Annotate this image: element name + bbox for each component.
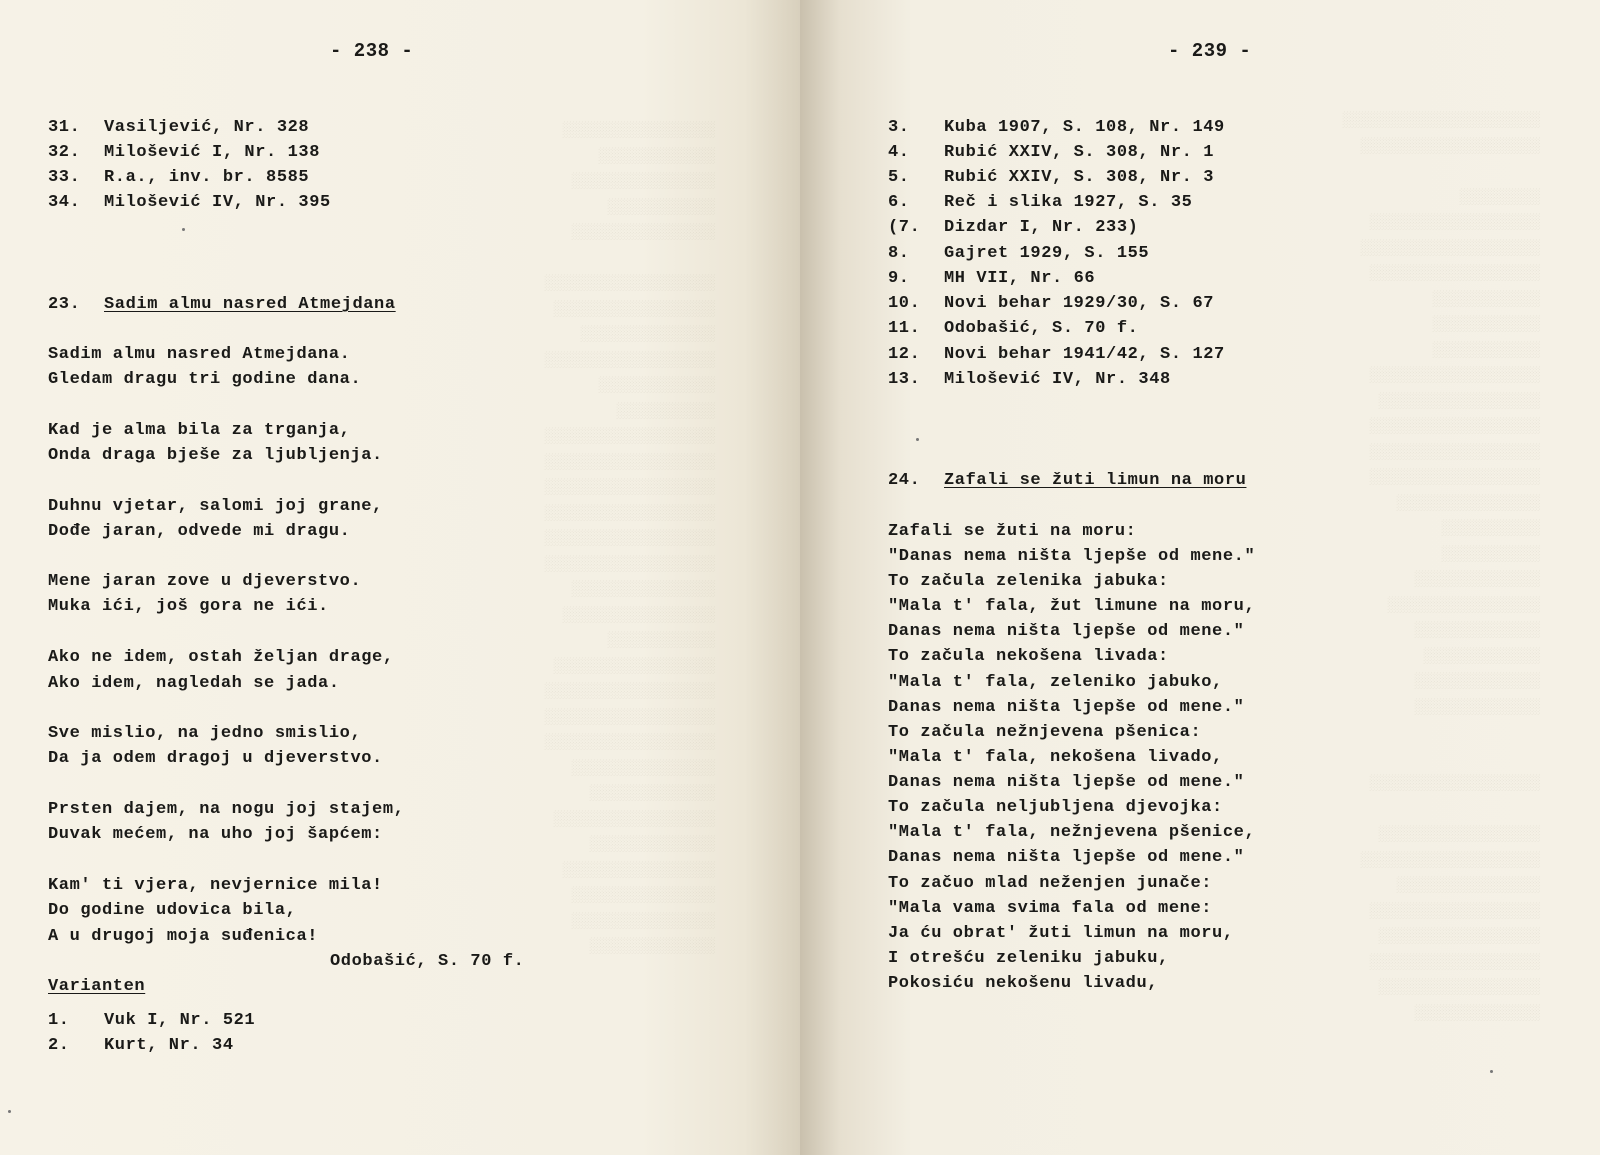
verse-line: Danas nema ništa ljepše od mene." [888,698,1245,717]
reference-text: MH VII, Nr. 66 [944,269,1096,288]
reference-text: Gajret 1929, S. 155 [944,244,1150,263]
reference-line [888,118,1225,137]
verse-line: Kam' ti vjera, nevjernice mila! [48,876,383,895]
speck-mark [8,1110,11,1113]
song-heading [888,471,1246,490]
reference-line [888,370,1171,389]
verse-line: "Mala t' fala, nežnjevena pšenice, [888,823,1256,842]
reference-number: 10. [888,294,921,313]
page-number: - 239 - [1168,40,1252,62]
verse-line: Danas nema ništa ljepše od mene." [888,622,1245,641]
verse-line: To začula neljubljena djevojka: [888,798,1223,817]
reference-text: Vasiljević, Nr. 328 [104,118,310,137]
reference-number: 6. [888,193,910,212]
reference-number: 33. [48,168,81,187]
verse-line: "Mala t' fala, zeleniko jabuko, [888,673,1223,692]
verse-line: Kad je alma bila za trganja, [48,421,351,440]
song-heading [48,295,396,314]
reference-text: R.a., inv. br. 8585 [104,168,310,187]
reference-text: Odobašić, S. 70 f. [944,319,1139,338]
reference-text: Milošević IV, Nr. 395 [104,193,331,212]
reference-line [888,168,1214,187]
reference-number: 31. [48,118,81,137]
reference-text: Rubić XXIV, S. 308, Nr. 3 [944,168,1215,187]
reference-number: 12. [888,345,921,364]
reference-text: Novi behar 1929/30, S. 67 [944,294,1215,313]
reference-text: Rubić XXIV, S. 308, Nr. 1 [944,143,1215,162]
variant-number: 1. [48,1011,70,1030]
song-title: Zafali se žuti limun na moru [944,471,1247,490]
speck-mark [182,228,185,231]
reference-line [888,294,1214,313]
bleed-through-right: ░░░░░░░░░░░░░░░░░░░░░░ ░░░░░░░░░░░░░░░░░░░░ ░░░░░░░░░ ░░░░░░░░░░░░░░░░░░░ ░░░░░░░░░░░░░░░░░░░░ ░░░░░░░░░░░░░░░░░░░ ░░░░░░░░░░░░ ░░░░░░░░░░░░ ░░░░░░░░░░░░ ░░░░░░░░░░░░░░░░░░░ ░░░░░░░░░░░░░░░░░░ ░░░░░░░░░░░░░░░░░░░ ░░░░░░░░░░░░░░░░░░░ ░░░░░░░░░░░░░░░░░░░ ░░░░░░░░░░░░░░░░ ░░░░░░░░░░░ ░░░░░░░░░░░ ░░░░░░░░░░░░░░ ░░░░░░░░░░░░░░░░░ ░░░░░░░░░░░░░░ ░░░░░░░░░░░░░ ░░░░░░░░░░░░░░ ░░░░░░░░░░░░░░ ░░░░░░░░░░░░░░░░░░░ ░░░░░░░░░░░░░░░░░░ ░░░░░░░░░░░░░░░░░░░░ ░░░░░░░░░░░░░░░░ ░░░░░░░░░░░░░░░░░░░ ░░░░░░░░░░░░░░░░░░ ░░░░░░░░░░░░░░░░░░░ ░░░░░░░░░░░░░░░░░░ ░░░░░░░░░░░░░░ [1341,112,1540,1022]
reference-text: Reč i slika 1927, S. 35 [944,193,1193,212]
reference-text: Milošević I, Nr. 138 [104,143,321,162]
reference-number: (7. [888,218,921,237]
verse-line: Pokosiću nekošenu livadu, [888,974,1159,993]
reference-number: 9. [888,269,910,288]
verse-line: Sadim almu nasred Atmejdana. [48,345,351,364]
verse-line: Da ja odem dragoj u djeverstvo. [48,749,383,768]
variant-number: 2. [48,1036,70,1055]
verse-line: Duhnu vjetar, salomi joj grane, [48,497,383,516]
verse-line: Ako idem, nagledah se jada. [48,674,340,693]
variant-text: Kurt, Nr. 34 [104,1036,234,1055]
reference-line [888,193,1192,212]
variants-heading: Varianten [48,977,146,996]
reference-line [48,193,331,212]
reference-line [48,168,309,187]
reference-number: 3. [888,118,910,137]
verse-line: Dođe jaran, odvede mi dragu. [48,522,351,541]
variant-line [48,1011,255,1030]
reference-line [888,319,1138,338]
verse-line: Danas nema ništa ljepše od mene." [888,773,1245,792]
verse-line: Sve mislio, na jedno smislio, [48,724,362,743]
page-number: - 238 - [330,40,414,62]
verse-line: I otrešću zeleniku jabuku, [888,949,1169,968]
reference-text: Milošević IV, Nr. 348 [944,370,1171,389]
song-title: Sadim almu nasred Atmejdana [104,295,396,314]
verse-line: Onda draga bješe za ljubljenja. [48,446,383,465]
verse-line: "Mala t' fala, nekošena livado, [888,748,1223,767]
reference-line [48,143,320,162]
reference-number: 11. [888,319,921,338]
verse-line: Danas nema ništa ljepše od mene." [888,848,1245,867]
reference-line [888,244,1149,263]
reference-number: 4. [888,143,910,162]
verse-line: To začuo mlad neženjen junače: [888,874,1213,893]
verse-line: "Mala vama svima fala od mene: [888,899,1213,918]
song-number: 24. [888,471,921,490]
reference-text: Kuba 1907, S. 108, Nr. 149 [944,118,1225,137]
verse-line: "Mala t' fala, žut limune na moru, [888,597,1256,616]
reference-line [48,118,309,137]
verse-line: Duvak mećem, na uho joj šapćem: [48,825,383,844]
variant-line [48,1036,234,1055]
song-number: 23. [48,295,81,314]
bleed-through-left: ░░░░░░░░░░░░░░░░░ ░░░░░░░░░░░░░ ░░░░░░░░░░░░░░░░ ░░░░░░░░░░░░ ░░░░░░░░░░░░░░░░ ░░░░░░░░░░░░░░░░░░░ ░░░░░░░░░░░░░░░░░░ ░░░░░░░░░░░░░░░ ░░░░░░░░░░░░░░░░░░░ ░░░░░░░░░░░░░ ░░░░░░░░░░░ ░░░░░░░░░░░░░░░░░░░ ░░░░░░░░░░░░░░░░░░░ ░░░░░░░░░░░░░░░░░░░ ░░░░░░░░░░░░░░░░░░░ ░░░░░░░░░░░░░░░░░░░ ░░░░░░░░░░░░░░░░░░░ ░░░░░░░░░░░░░░░░ ░░░░░░░░░░░░░░░░░ ░░░░░░░░░░░░ ░░░░░░░░░░░░░░░░░░ ░░░░░░░░░░░░░░░░░░░ ░░░░░░░░░░░░░░░░░░░ ░░░░░░░░░░░░░░░░░░░ ░░░░░░░░░░░░░░░░ ░░░░░░░░░░░░░░ ░░░░░░░░░░░░░░░░░░ ░░░░░░░░░░░░░░ ░░░░░░░░░░░░░░░░░ ░░░░░░░░░░░░░░░░ ░░░░░░░░░░░░░░░░ ░░░░░░░░░░░░░░ [543,122,715,955]
verse-line: "Danas nema ništa ljepše od mene." [888,547,1256,566]
reference-line [888,345,1225,364]
reference-number: 5. [888,168,910,187]
verse-line: Do godine udovica bila, [48,901,297,920]
speck-mark [1490,1070,1493,1073]
reference-text: Dizdar I, Nr. 233) [944,218,1139,237]
reference-line [888,218,1138,237]
verse-line: To začula nekošena livada: [888,647,1169,666]
verse-line: Ako ne idem, ostah željan drage, [48,648,394,667]
reference-line [888,269,1095,288]
reference-number: 32. [48,143,81,162]
verse-line: Mene jaran zove u djeverstvo. [48,572,362,591]
verse-line: Prsten dajem, na nogu joj stajem, [48,800,405,819]
verse-line: To začula nežnjevena pšenica: [888,723,1202,742]
reference-number: 13. [888,370,921,389]
verse-line: Muka ići, još gora ne ići. [48,597,329,616]
reference-text: Novi behar 1941/42, S. 127 [944,345,1225,364]
source-citation: Odobašić, S. 70 f. [330,952,525,971]
reference-number: 8. [888,244,910,263]
speck-mark [916,438,919,441]
verse-line: Gledam dragu tri godine dana. [48,370,362,389]
right-page [800,0,1600,1155]
verse-line: A u drugoj moja suđenica! [48,927,319,946]
verse-line: To začula zelenika jabuka: [888,572,1169,591]
reference-number: 34. [48,193,81,212]
verse-line: Zafali se žuti na moru: [888,522,1137,541]
variant-text: Vuk I, Nr. 521 [104,1011,256,1030]
reference-line [888,143,1214,162]
verse-line: Ja ću obrat' žuti limun na moru, [888,924,1234,943]
